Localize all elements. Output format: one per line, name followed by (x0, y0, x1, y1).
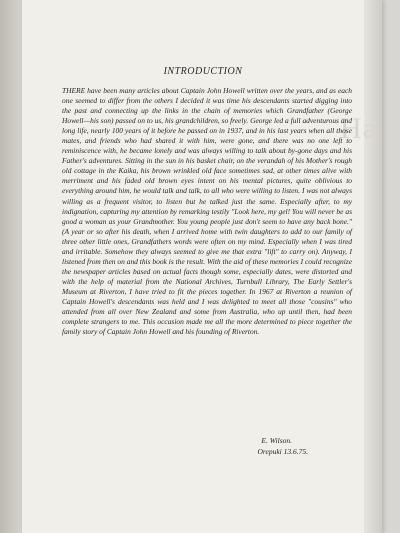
page-title: INTRODUCTION (163, 66, 243, 77)
book-spine-shadow (0, 0, 22, 533)
signature-place-date: Orepuki 13.6.75. (257, 447, 308, 456)
page-edge (364, 0, 382, 533)
bleed-through-text: Ha (340, 112, 377, 145)
signature-name: E. Wilson. (261, 436, 292, 445)
introduction-paragraph: THERE have been many articles about Captain John Howell written over the years, and as each one seemed to differ from the others I decided it was time his descendants started digging into the past and connecting up the links in the chain of memories which Grandfather (George Howell—his son) passed on to us, his grandchildren, so freely. George led a full adventurous and long life, nearly 100 years of it before he passed on in 1937, and in his last years when all those mates, and friends who had shared it with him, were gone, and there was no one left to reminiscence with, he became lonely and was always willing to talk about by-gone days and his Father's adventures. Sitting in the sun in his basket chair, on the verandah of his Mother's rough old cottage in the Kaika, his brown wrinkled old face sometimes sad, at other times alive with merriment and his faded old brown eyes intent on his mental pictures, quite oblivious to everything around him, he would talk and talk, to all who were willing to listen. I was not always willing as a frequent visitor, to listen but he talked just the same. Especially after, to my indignation, capturing my attention by remarking testily "Look here, my gel! You will never be as good a woman as your Grandmother. You young people just don't seem to have any back bone." (A year or so after his death, when I arrived home with twin daughters to add to our family of three other little ones, Grandfathers words were often on my mind. Especially when I was tired and irritable. Somehow they always seemed to give me that extra "lift" to carry on). Anyway, I listened from then on and this book is the result. With the aid of these memories I could recognize the newspaper articles based on actual facts though some, especially dates, were distorted and with the help of material from the National Archives, Turnbull Library, The Early Settler's Museum at Riverton, I have tried to fit the pieces together. In 1967 at Riverton a reunion of Captain Howell's descendants was held and I was delighted to meet all those "cousins" who attended from all over New Zealand and some from Australia, who up until then, had been complete strangers to me. This occasion made me all the more determined to piece together the family story of Captain John Howell and his founding of Riverton. (62, 86, 352, 337)
